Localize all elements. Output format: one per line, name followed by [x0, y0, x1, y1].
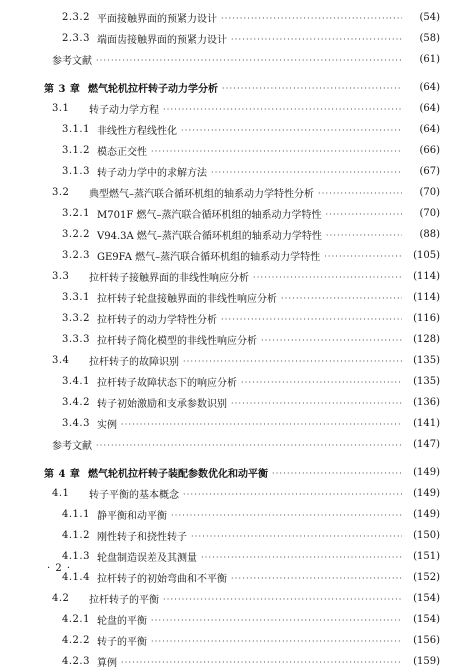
- toc-entry-row: [0, 413, 458, 434]
- dot-leader: [96, 441, 402, 450]
- toc-entry-number: 2.3.2: [62, 12, 90, 23]
- dot-leader: [96, 56, 402, 65]
- dot-leader: [151, 147, 402, 156]
- toc-entry-row: [0, 245, 458, 266]
- dot-leader: [324, 252, 402, 261]
- toc-entry-row: [0, 525, 458, 546]
- toc-entry-row: [0, 392, 458, 413]
- toc-entry-title: 转子动力学中的求解方法: [97, 168, 207, 179]
- toc-entry-title: 模态正交性: [97, 147, 147, 158]
- toc-entry-title: 拉杆转子简化模型的非线性响应分析: [97, 336, 257, 347]
- dot-leader: [326, 231, 402, 240]
- toc-page-number: (150): [413, 530, 440, 541]
- page-footer-number: · 2 ·: [47, 563, 72, 574]
- dot-leader: [241, 378, 402, 387]
- toc-entry-number: 第 3 章: [44, 84, 81, 95]
- toc-entry-title: 转子的平衡: [97, 637, 147, 648]
- toc-entry-number: 3.1.2: [62, 145, 90, 156]
- toc-entry-title: 静平衡和动平衡: [97, 511, 167, 522]
- toc-entry-title: 拉杆转子的平衡: [89, 595, 159, 606]
- toc-page-number: (61): [419, 54, 440, 65]
- toc-page-number: (105): [413, 250, 440, 261]
- toc-entry-number: 4.1.2: [62, 530, 90, 541]
- toc-entry-title: 拉杆转子的初始弯曲和不平衡: [97, 574, 227, 585]
- toc-entry-row: [0, 224, 458, 245]
- toc-entry-number: 3.2.2: [62, 229, 90, 240]
- toc-entry-title: 实例: [97, 420, 117, 431]
- toc-entry-row: [0, 651, 458, 672]
- toc-entry-number: 4.2: [52, 593, 70, 604]
- dot-leader: [181, 126, 402, 135]
- toc-entry-title: 平面接触界面的预紧力设计: [97, 14, 217, 25]
- toc-page-number: (54): [419, 12, 440, 23]
- toc-page-number: (66): [419, 145, 440, 156]
- toc-entry-row: [0, 504, 458, 525]
- toc-entry-title: 燃气轮机拉杆转子装配参数优化和动平衡: [88, 469, 268, 480]
- toc-page-number: (149): [413, 488, 440, 499]
- toc-entry-number: 3.1.3: [62, 166, 90, 177]
- toc-entry-row: [0, 182, 458, 203]
- toc-entry-row: [0, 287, 458, 308]
- toc-entry-row: [0, 140, 458, 161]
- toc-entry-number: 2.3.3: [62, 33, 90, 44]
- toc-entry-title: M701F 燃气–蒸汽联合循环机组的轴系动力学特性: [97, 210, 322, 221]
- toc-entry-title: 典型燃气–蒸汽联合循环机组的轴系动力学特性分析: [89, 189, 314, 200]
- toc-entry-number: 4.2.2: [62, 635, 90, 646]
- toc-entry-number: 3.1.1: [62, 124, 90, 135]
- toc-page-number: (64): [419, 103, 440, 114]
- toc-page-number: (136): [413, 397, 440, 408]
- toc-entry-number: 4.1.1: [62, 509, 90, 520]
- toc-entry-row: [0, 119, 458, 140]
- dot-leader: [221, 315, 402, 324]
- toc-references-row: [0, 434, 458, 455]
- dot-leader: [151, 616, 402, 625]
- toc-entry-number: 3.3.2: [62, 313, 90, 324]
- toc-page-number: (70): [419, 187, 440, 198]
- toc-entry-title: V94.3A 燃气–蒸汽联合循环机组的轴系动力学特性: [97, 231, 322, 242]
- toc-entry-title: 轮盘制造误差及其测量: [97, 553, 197, 564]
- toc-entry-title: 参考文献: [52, 56, 92, 67]
- toc-entry-title: 参考文献: [52, 441, 92, 452]
- dot-leader: [171, 511, 402, 520]
- toc-page-number: (151): [413, 551, 440, 562]
- toc-page-number: (64): [419, 124, 440, 135]
- dot-leader: [121, 420, 402, 429]
- toc-entry-title: 转子平衡的基本概念: [89, 490, 179, 501]
- toc-page-number: (116): [413, 313, 440, 324]
- toc-page-number: (64): [419, 82, 440, 93]
- toc-entry-row: [0, 329, 458, 350]
- toc-page-number: (114): [413, 292, 440, 303]
- toc-entry-row: [0, 308, 458, 329]
- toc-page-number: (154): [413, 593, 440, 604]
- dot-leader: [163, 105, 402, 114]
- toc-chapter-row: [0, 77, 458, 98]
- toc-entry-row: [0, 588, 458, 609]
- toc-page-number: (156): [413, 635, 440, 646]
- toc-entry-row: [0, 266, 458, 287]
- dot-leader: [221, 14, 402, 23]
- toc-entry-title: 拉杆转子的动力学特性分析: [97, 315, 217, 326]
- toc-entry-row: [0, 350, 458, 371]
- dot-leader: [121, 658, 402, 667]
- toc-references-row: [0, 49, 458, 70]
- toc-page-number: (114): [413, 271, 440, 282]
- toc-entry-row: [0, 609, 458, 630]
- toc-entry-title: 拉杆转子接触界面的非线性响应分析: [89, 273, 249, 284]
- toc-entry-number: 4.1: [52, 488, 70, 499]
- toc-page-number: (58): [419, 33, 440, 44]
- dot-leader: [201, 553, 402, 562]
- toc-entry-number: 3.2.1: [62, 208, 90, 219]
- dot-leader: [151, 637, 402, 646]
- toc-entry-title: 算例: [97, 658, 117, 669]
- toc-entry-number: 3.3.1: [62, 292, 90, 303]
- toc-page-number: (152): [413, 572, 440, 583]
- toc-entry-number: 4.2.1: [62, 614, 90, 625]
- toc-page-number: (147): [413, 439, 440, 450]
- toc-entry-number: 4.1.4: [62, 572, 90, 583]
- toc-page-number: (149): [413, 509, 440, 520]
- toc-entry-title: 拉杆转子轮盘接触界面的非线性响应分析: [97, 294, 277, 305]
- toc-page-number: (159): [413, 656, 440, 667]
- toc-entry-title: 端面齿接触界面的预紧力设计: [97, 35, 227, 46]
- toc-entry-title: 转子初始激励和支承参数识别: [97, 399, 227, 410]
- dot-leader: [272, 469, 402, 478]
- dot-leader: [261, 336, 402, 345]
- dot-leader: [183, 357, 402, 366]
- toc-entry-number: 4.2.3: [62, 656, 90, 667]
- toc-page-number: (70): [419, 208, 440, 219]
- toc-entry-title: 轮盘的平衡: [97, 616, 147, 627]
- toc-page-number: (135): [413, 355, 440, 366]
- toc-page-number: (141): [413, 418, 440, 429]
- toc-entry-title: GE9FA 燃气–蒸汽联合循环机组的轴系动力学特性: [97, 252, 321, 263]
- toc-entry-number: 3.1: [52, 103, 70, 114]
- toc-entry-row: [0, 371, 458, 392]
- dot-leader: [163, 595, 402, 604]
- toc-entry-title: 非线性方程线性化: [97, 126, 177, 137]
- toc-entry-row: [0, 7, 458, 28]
- toc-entry-number: 3.4: [52, 355, 70, 366]
- dot-leader: [231, 574, 402, 583]
- toc-entry-title: 刚性转子和挠性转子: [97, 532, 187, 543]
- toc-entry-number: 3.2: [52, 187, 70, 198]
- dot-leader: [253, 273, 402, 282]
- dot-leader: [183, 490, 402, 499]
- toc-entry-number: 4.1.3: [62, 551, 90, 562]
- toc-entry-number: 3.4.2: [62, 397, 90, 408]
- toc-page-number: (149): [413, 467, 440, 478]
- toc-entry-row: [0, 161, 458, 182]
- toc-entry-number: 3.4.1: [62, 376, 90, 387]
- toc-page-number: (88): [419, 229, 440, 240]
- toc-entry-number: 第 4 章: [44, 469, 81, 480]
- dot-leader: [325, 210, 402, 219]
- toc-entry-row: [0, 483, 458, 504]
- toc-page-number: (154): [413, 614, 440, 625]
- toc-entry-number: 3.4.3: [62, 418, 90, 429]
- toc-page-number: (135): [413, 376, 440, 387]
- toc-entry-row: [0, 630, 458, 651]
- toc-page-number: (128): [413, 334, 440, 345]
- toc-entry-row: [0, 98, 458, 119]
- toc-chapter-row: [0, 462, 458, 483]
- dot-leader: [281, 294, 402, 303]
- dot-leader: [222, 84, 402, 93]
- toc-entry-title: 拉杆转子的故障识别: [89, 357, 179, 368]
- dot-leader: [191, 532, 402, 541]
- toc-entry-row: [0, 203, 458, 224]
- dot-leader: [231, 399, 402, 408]
- toc-entry-title: 燃气轮机拉杆转子动力学分析: [88, 84, 218, 95]
- toc-entry-number: 3.2.3: [62, 250, 90, 261]
- dot-leader: [231, 35, 402, 44]
- toc-entry-number: 3.3.3: [62, 334, 90, 345]
- toc-entry-number: 3.3: [52, 271, 70, 282]
- toc-page-number: (67): [419, 166, 440, 177]
- dot-leader: [211, 168, 402, 177]
- toc-entry-title: 拉杆转子故障状态下的响应分析: [97, 378, 237, 389]
- dot-leader: [318, 189, 402, 198]
- toc-entry-row: [0, 28, 458, 49]
- toc-entry-title: 转子动力学方程: [89, 105, 159, 116]
